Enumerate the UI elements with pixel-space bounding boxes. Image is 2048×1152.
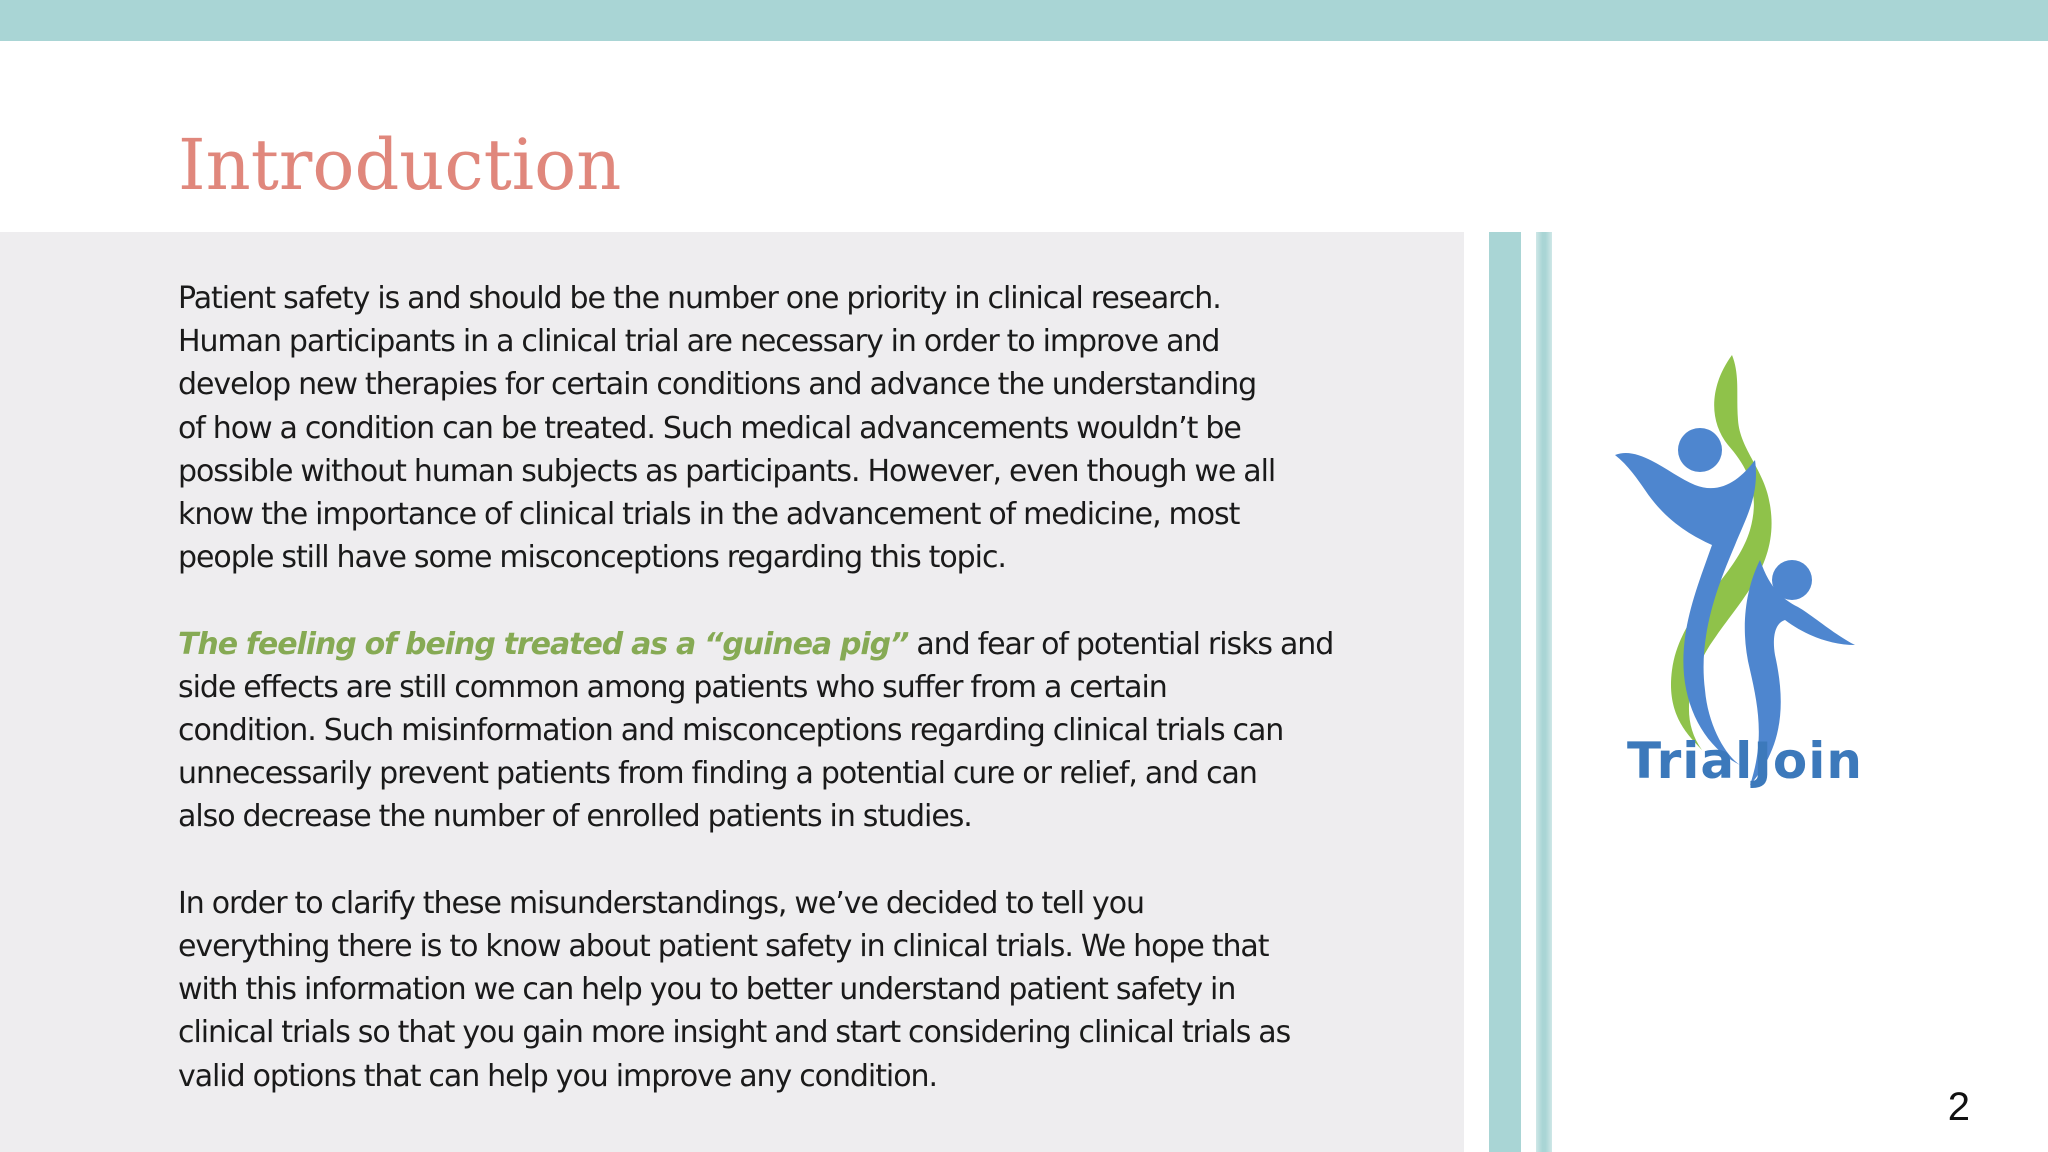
- paragraph-2: [178, 623, 1393, 839]
- paragraph-line: [178, 623, 1393, 666]
- page-number: 2: [1947, 1085, 1970, 1129]
- paragraph-3: [178, 882, 1393, 1098]
- paragraph-line: with this information we can help you to better understand patient safety in: [178, 972, 1236, 1008]
- paragraph-line: people still have some misconceptions regarding this topic.: [178, 540, 1006, 576]
- paragraph-line: develop new therapies for certain conditions and advance the understanding: [178, 367, 1257, 403]
- highlight-phrase: The feeling of being treated as a “guinea pig”: [178, 626, 909, 662]
- paragraph-line: Patient safety is and should be the number one priority in clinical research.: [178, 281, 1221, 316]
- paragraph-line: unnecessarily prevent patients from finding a potential cure or relief, and can: [178, 756, 1257, 792]
- decorative-stripe-wide: [1489, 232, 1521, 1152]
- logo-wordmark: TrialJoin: [1627, 732, 1863, 790]
- paragraph-line: everything there is to know about patient safety in clinical trials. We hope that: [178, 929, 1269, 965]
- paragraph-line: also decrease the number of enrolled patients in studies.: [178, 799, 972, 835]
- paragraph-line: Human participants in a clinical trial are necessary in order to improve and: [178, 324, 1220, 360]
- paragraph-line: know the importance of clinical trials in the advancement of medicine, most: [178, 497, 1240, 533]
- paragraph-line: In order to clarify these misunderstandings, we’ve decided to tell you: [178, 885, 1145, 921]
- paragraph-line: possible without human subjects as participants. However, even though we all: [178, 453, 1276, 489]
- paragraph-line: of how a condition can be treated. Such medical advancements wouldn’t be: [178, 410, 1241, 446]
- top-accent-bar: [0, 0, 2048, 41]
- paragraph-1: [178, 277, 1393, 579]
- paragraph-line-rest: and fear of potential risks and: [908, 626, 1334, 662]
- decorative-stripe-narrow: [1536, 232, 1552, 1152]
- paragraph-line: condition. Such misinformation and misconceptions regarding clinical trials can: [178, 713, 1284, 749]
- slide-title: Introduction: [178, 124, 622, 206]
- trialjoin-figures-leaf-icon: [1600, 345, 1880, 795]
- paragraph-line: clinical trials so that you gain more insight and start considering clinical trials as: [178, 1015, 1291, 1051]
- paragraph-line: side effects are still common among patients who suffer from a certain: [178, 669, 1167, 705]
- body-text: [178, 277, 1393, 1141]
- paragraph-line: valid options that can help you improve any condition.: [178, 1058, 937, 1094]
